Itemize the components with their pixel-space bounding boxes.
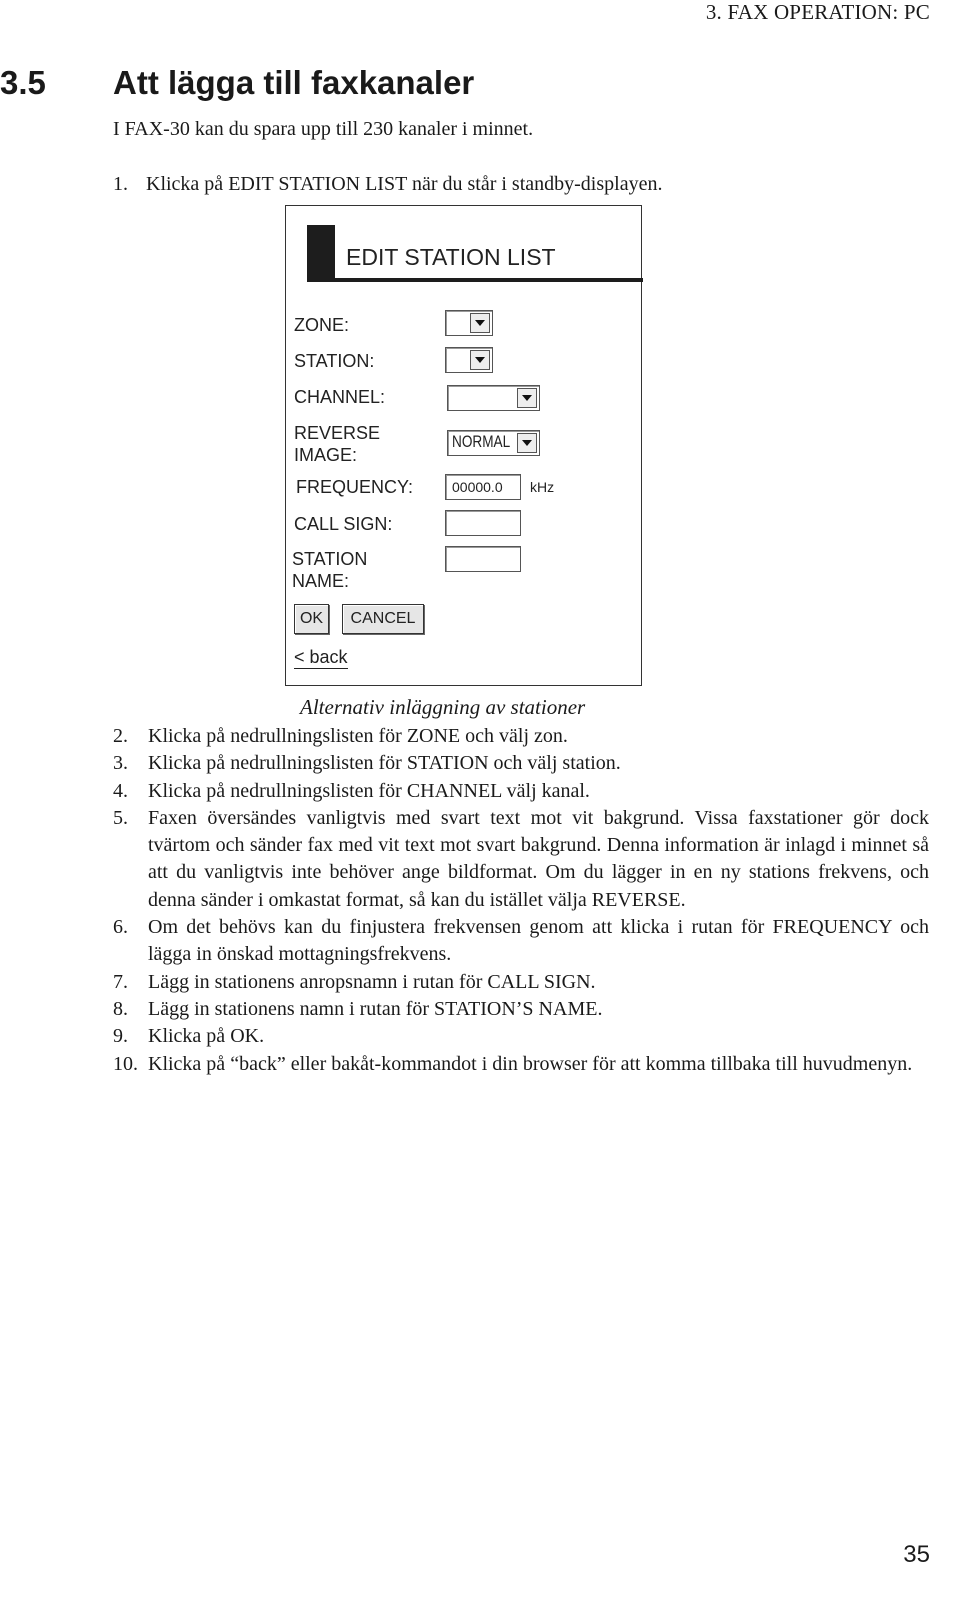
ok-button[interactable]: OK bbox=[294, 604, 329, 634]
section-number: 3.5 bbox=[0, 64, 46, 101]
chevron-down-icon[interactable] bbox=[470, 313, 490, 333]
steps-list bbox=[113, 723, 929, 1078]
call-sign-field[interactable] bbox=[445, 510, 521, 536]
zone-dropdown[interactable] bbox=[445, 310, 493, 336]
section-title: Att lägga till faxkanaler bbox=[113, 64, 475, 101]
station-name-label-line1: STATION bbox=[292, 549, 368, 569]
list-item bbox=[113, 778, 929, 805]
step-number: 5. bbox=[113, 806, 128, 829]
step-number: 6. bbox=[113, 916, 128, 939]
station-name-field[interactable] bbox=[445, 546, 521, 572]
reverse-label-line1: REVERSE bbox=[294, 423, 381, 443]
station-name-label-line2: NAME: bbox=[292, 571, 350, 591]
chevron-down-icon[interactable] bbox=[470, 350, 490, 370]
step-1 bbox=[113, 173, 662, 196]
step-text: Klicka på “back” eller bakåt-kommandot i din browser för att komma tillbaka till huvudmenyn. bbox=[148, 1052, 913, 1075]
chevron-down-icon[interactable] bbox=[517, 433, 537, 453]
step-text: Lägg in stationens namn i rutan för STATION’S NAME. bbox=[148, 997, 603, 1020]
step-text: Klicka på OK. bbox=[148, 1025, 265, 1048]
list-item bbox=[113, 805, 929, 914]
channel-label: CHANNEL: bbox=[294, 387, 386, 407]
chevron-down-icon[interactable] bbox=[517, 388, 537, 408]
step-number: 2. bbox=[113, 725, 128, 747]
step-number: 3. bbox=[113, 752, 128, 775]
step-text: Klicka på nedrullningslisten för CHANNEL välj kanal. bbox=[148, 779, 590, 802]
reverse-label-line2: IMAGE: bbox=[294, 445, 358, 465]
step-number: 8. bbox=[113, 997, 128, 1020]
list-item bbox=[113, 750, 929, 777]
back-link[interactable]: < back bbox=[294, 647, 348, 667]
step-text: Om det behövs kan du finjustera frekvensen genom att klicka i rutan för FREQUENCY och lägga in önskad mottagningsfrekvens. bbox=[148, 916, 929, 966]
step-number: 1. bbox=[113, 173, 128, 195]
station-name-label bbox=[292, 548, 367, 592]
figure-caption: Alternativ inläggning av stationer bbox=[300, 695, 586, 719]
form-title: EDIT STATION LIST bbox=[346, 244, 556, 270]
frequency-label: FREQUENCY: bbox=[296, 477, 414, 497]
station-label: STATION: bbox=[294, 351, 375, 371]
step-text: Lägg in stationens anropsnamn i rutan för CALL SIGN. bbox=[148, 970, 596, 993]
channel-dropdown[interactable] bbox=[447, 385, 540, 411]
frequency-unit: kHz bbox=[530, 479, 555, 495]
page-number: 35 bbox=[903, 1541, 930, 1568]
list-item bbox=[113, 969, 929, 996]
reverse-image-value: NORMAL bbox=[452, 432, 511, 451]
list-item bbox=[113, 914, 929, 969]
frequency-field[interactable]: 00000.0 bbox=[445, 474, 521, 500]
step-text: Klicka på nedrullningslisten för ZONE och välj zon. bbox=[148, 725, 568, 747]
title-bar-block bbox=[307, 225, 335, 281]
zone-label: ZONE: bbox=[294, 315, 350, 335]
reverse-image-dropdown[interactable] bbox=[447, 430, 540, 456]
call-sign-label: CALL SIGN: bbox=[294, 514, 393, 534]
list-item bbox=[113, 996, 929, 1023]
list-item bbox=[113, 1023, 929, 1050]
step-text: Klicka på EDIT STATION LIST när du står i standby-displayen. bbox=[146, 173, 663, 195]
list-item bbox=[113, 1051, 929, 1078]
reverse-image-label bbox=[294, 422, 380, 466]
intro-paragraph: I FAX-30 kan du spara upp till 230 kanaler i minnet. bbox=[113, 118, 534, 140]
step-text: Faxen översändes vanligtvis med svart text mot vit bakgrund. Vissa faxstationer gör dock tvärtom och sänder fax med vit text mot svart bakgrund. Denna information är inlagd i minnet så att du vanligtvis inte behöver ange bildformat. Om du lägger in en ny stations frekvens, och denna sänder i omkastat format, så kan du istället välja REVERSE. bbox=[148, 806, 929, 911]
step-number: 4. bbox=[113, 779, 128, 802]
list-item bbox=[113, 723, 929, 750]
running-head: 3. FAX OPERATION: PC bbox=[705, 0, 930, 24]
step-number: 7. bbox=[113, 970, 128, 993]
title-rule bbox=[307, 278, 643, 282]
step-number: 10. bbox=[113, 1052, 138, 1075]
step-number: 9. bbox=[113, 1025, 128, 1048]
cancel-button[interactable]: CANCEL bbox=[342, 604, 424, 634]
station-dropdown[interactable] bbox=[445, 347, 493, 373]
edit-station-list-figure bbox=[285, 205, 642, 686]
step-text: Klicka på nedrullningslisten för STATION och välj station. bbox=[148, 752, 621, 775]
